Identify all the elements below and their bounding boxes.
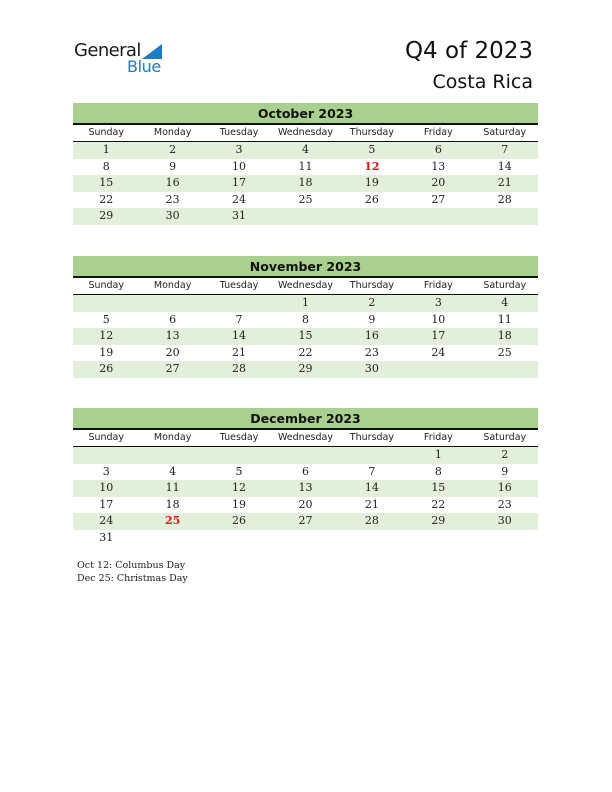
day-cell: 2 bbox=[169, 143, 177, 156]
day-cell: 28 bbox=[497, 192, 512, 206]
weekday-label: Friday bbox=[423, 127, 453, 138]
day-cell bbox=[472, 361, 538, 378]
weekday-label: Saturday bbox=[483, 127, 527, 138]
day-cell: 17 bbox=[431, 329, 446, 342]
weekday-label: Tuesday bbox=[219, 432, 259, 443]
day-cell bbox=[73, 295, 139, 312]
week-row bbox=[73, 345, 538, 362]
day-cell: 3 bbox=[434, 296, 442, 309]
day-cell bbox=[472, 530, 538, 547]
day-cell: 26 bbox=[99, 362, 114, 375]
day-cell: 16 bbox=[497, 481, 512, 494]
logo-word-general: General bbox=[74, 40, 141, 61]
day-cell: 1 bbox=[102, 143, 110, 156]
day-cell: 20 bbox=[298, 497, 313, 511]
weekday-label: Tuesday bbox=[219, 127, 259, 138]
day-cell: 10 bbox=[99, 481, 114, 494]
day-cell: 27 bbox=[165, 362, 180, 375]
day-cell: 29 bbox=[431, 514, 446, 527]
day-cell: 20 bbox=[165, 345, 180, 359]
week-row bbox=[73, 480, 538, 497]
weekday-label: Saturday bbox=[483, 432, 527, 443]
week-row bbox=[73, 175, 538, 192]
weekday-label: Sunday bbox=[88, 127, 124, 138]
day-cell: 11 bbox=[497, 312, 512, 326]
day-cell: 4 bbox=[169, 464, 177, 478]
weekday-label: Thursday bbox=[349, 127, 394, 138]
day-cell: 29 bbox=[99, 209, 114, 222]
weekday-label: Tuesday bbox=[219, 280, 259, 291]
day-cell: 15 bbox=[99, 176, 114, 189]
day-cell: 3 bbox=[235, 143, 243, 156]
day-cell: 30 bbox=[165, 209, 180, 222]
day-cell: 18 bbox=[497, 329, 512, 342]
day-cell: 19 bbox=[232, 497, 247, 511]
day-cell: 11 bbox=[298, 159, 313, 173]
day-cell: 12 bbox=[232, 481, 247, 494]
day-cell: 5 bbox=[102, 312, 110, 326]
day-cell: 17 bbox=[99, 497, 114, 511]
week-row bbox=[73, 295, 538, 312]
month-header: November 2023 bbox=[73, 256, 538, 278]
weekday-label: Saturday bbox=[483, 280, 527, 291]
weekday-label: Monday bbox=[153, 432, 192, 443]
month-calendar bbox=[73, 256, 538, 378]
day-cell: 7 bbox=[368, 464, 376, 478]
day-cell bbox=[139, 447, 205, 464]
day-cell: 30 bbox=[364, 362, 379, 375]
weekday-header-row bbox=[73, 278, 538, 295]
day-cell: 17 bbox=[232, 176, 247, 189]
day-cell: 4 bbox=[501, 296, 509, 309]
day-cell: 8 bbox=[301, 312, 309, 326]
week-row bbox=[73, 447, 538, 464]
day-cell: 26 bbox=[232, 514, 247, 527]
day-cell: 18 bbox=[298, 176, 313, 189]
day-cell: 10 bbox=[232, 159, 247, 173]
day-cell: 11 bbox=[165, 481, 180, 494]
day-cell: 24 bbox=[431, 345, 446, 359]
day-cell: 8 bbox=[102, 159, 110, 173]
day-cell: 21 bbox=[497, 176, 512, 189]
month-header: October 2023 bbox=[73, 103, 538, 125]
day-cell bbox=[405, 208, 471, 225]
day-cell: 8 bbox=[434, 464, 442, 478]
day-cell: 22 bbox=[431, 497, 446, 511]
logo bbox=[74, 40, 174, 80]
day-cell bbox=[339, 208, 405, 225]
day-cell: 13 bbox=[165, 329, 180, 342]
day-cell: 16 bbox=[165, 176, 180, 189]
holiday-notes bbox=[77, 559, 188, 585]
day-cell: 28 bbox=[232, 362, 247, 375]
weekday-label: Wednesday bbox=[277, 127, 333, 138]
day-cell: 2 bbox=[501, 448, 509, 461]
week-row bbox=[73, 361, 538, 378]
month-calendar bbox=[73, 103, 538, 225]
day-cell: 14 bbox=[364, 481, 379, 494]
week-row bbox=[73, 328, 538, 345]
day-cell: 24 bbox=[99, 514, 114, 527]
weekday-label: Sunday bbox=[88, 432, 124, 443]
week-row bbox=[73, 159, 538, 176]
day-cell: 20 bbox=[431, 176, 446, 189]
day-cell: 15 bbox=[298, 329, 313, 342]
week-row bbox=[73, 192, 538, 209]
day-cell: 25 bbox=[497, 345, 512, 359]
day-cell bbox=[206, 530, 272, 547]
week-row bbox=[73, 530, 538, 547]
day-cell: 2 bbox=[368, 296, 376, 309]
weekday-label: Monday bbox=[153, 280, 192, 291]
day-cell: 18 bbox=[165, 497, 180, 511]
day-cell bbox=[139, 295, 205, 312]
country-subtitle: Costa Rica bbox=[432, 71, 533, 93]
day-cell: 16 bbox=[364, 329, 379, 342]
week-row bbox=[73, 208, 538, 225]
day-cell: 23 bbox=[497, 497, 512, 511]
day-cell bbox=[206, 295, 272, 312]
week-row bbox=[73, 464, 538, 481]
day-cell: 19 bbox=[99, 345, 114, 359]
month-header: December 2023 bbox=[73, 408, 538, 430]
weekday-label: Sunday bbox=[88, 280, 124, 291]
day-cell: 31 bbox=[99, 530, 114, 544]
day-cell bbox=[405, 361, 471, 378]
day-cell bbox=[272, 530, 338, 547]
day-cell bbox=[405, 530, 471, 547]
week-row bbox=[73, 142, 538, 159]
day-cell: 6 bbox=[301, 464, 309, 478]
day-cell bbox=[139, 530, 205, 547]
day-cell: 28 bbox=[364, 514, 379, 527]
day-cell: 30 bbox=[497, 514, 512, 527]
day-cell: 6 bbox=[434, 143, 442, 156]
holiday-day-cell: 25 bbox=[164, 514, 181, 527]
day-cell: 14 bbox=[232, 329, 247, 342]
weekday-header-row bbox=[73, 125, 538, 142]
day-cell: 23 bbox=[364, 345, 379, 359]
page-title: Q4 of 2023 bbox=[404, 38, 533, 64]
day-cell: 31 bbox=[232, 209, 247, 222]
day-cell: 26 bbox=[364, 192, 379, 206]
day-cell: 27 bbox=[431, 192, 446, 206]
day-cell: 9 bbox=[501, 464, 509, 478]
logo-word-blue: Blue bbox=[127, 57, 161, 76]
day-cell: 5 bbox=[235, 464, 243, 478]
weekday-label: Thursday bbox=[349, 432, 394, 443]
weekday-label: Wednesday bbox=[277, 432, 333, 443]
day-cell: 24 bbox=[232, 192, 247, 206]
day-cell: 21 bbox=[232, 345, 247, 359]
day-cell: 1 bbox=[434, 448, 442, 461]
day-cell: 15 bbox=[431, 481, 446, 494]
week-row bbox=[73, 312, 538, 329]
day-cell: 25 bbox=[298, 192, 313, 206]
week-row bbox=[73, 497, 538, 514]
month-calendar bbox=[73, 408, 538, 546]
day-cell: 10 bbox=[431, 312, 446, 326]
day-cell: 23 bbox=[165, 192, 180, 206]
day-cell bbox=[339, 447, 405, 464]
day-cell: 13 bbox=[431, 159, 446, 173]
day-cell: 13 bbox=[298, 481, 313, 494]
day-cell: 1 bbox=[301, 296, 309, 309]
weekday-label: Monday bbox=[153, 127, 192, 138]
holiday-note: Oct 12: Columbus Day bbox=[77, 560, 186, 571]
holiday-day-cell: 12 bbox=[364, 159, 380, 173]
day-cell bbox=[73, 447, 139, 464]
day-cell: 21 bbox=[364, 497, 379, 511]
day-cell: 19 bbox=[364, 176, 379, 189]
day-cell: 7 bbox=[501, 143, 509, 156]
day-cell: 6 bbox=[169, 312, 177, 326]
holiday-note: Dec 25: Christmas Day bbox=[77, 573, 188, 584]
day-cell bbox=[272, 208, 338, 225]
day-cell: 12 bbox=[99, 329, 114, 342]
week-row bbox=[73, 513, 538, 530]
weekday-label: Wednesday bbox=[277, 280, 333, 291]
day-cell: 29 bbox=[298, 362, 313, 375]
weekday-label: Friday bbox=[423, 432, 453, 443]
day-cell: 14 bbox=[497, 159, 512, 173]
day-cell bbox=[339, 530, 405, 547]
day-cell bbox=[272, 447, 338, 464]
day-cell: 22 bbox=[298, 345, 313, 359]
day-cell: 5 bbox=[368, 143, 376, 156]
day-cell: 9 bbox=[169, 159, 177, 173]
day-cell: 27 bbox=[298, 514, 313, 527]
weekday-label: Friday bbox=[423, 280, 453, 291]
weekday-header-row bbox=[73, 430, 538, 447]
day-cell: 7 bbox=[235, 312, 243, 326]
day-cell bbox=[472, 208, 538, 225]
day-cell bbox=[206, 447, 272, 464]
day-cell: 4 bbox=[301, 143, 309, 156]
weekday-label: Thursday bbox=[349, 280, 394, 291]
day-cell: 3 bbox=[102, 464, 110, 478]
day-cell: 22 bbox=[99, 192, 114, 206]
day-cell: 9 bbox=[368, 312, 376, 326]
